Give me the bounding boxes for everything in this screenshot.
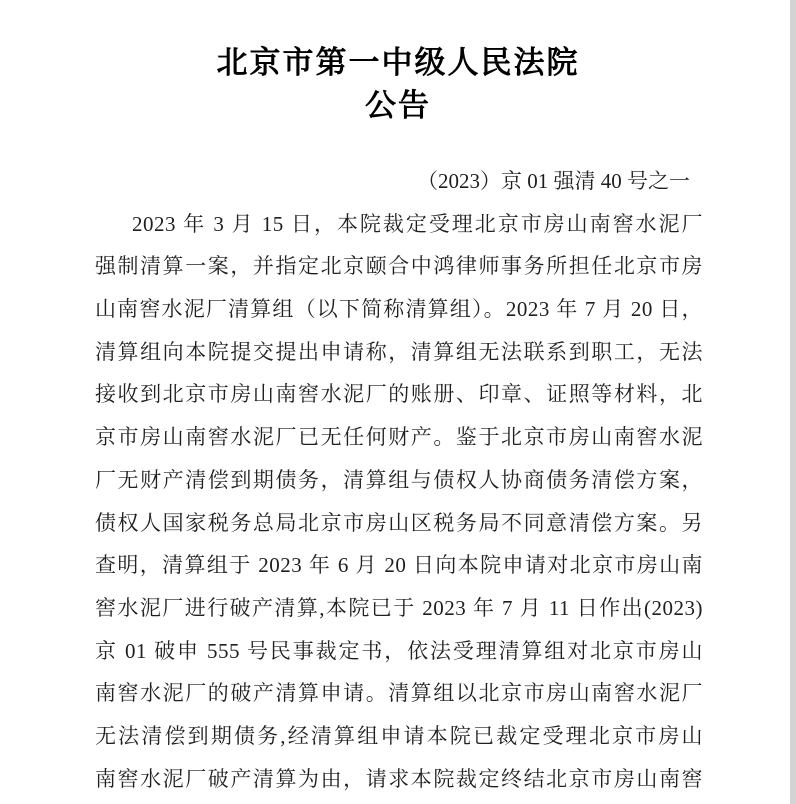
body-line: 厂无财产清偿到期债务，清算组与债权人协商债务清偿方案， (95, 467, 703, 492)
body-line: 查明，清算组于 2023 年 6 月 20 日向本院申请对北京市房山南 (95, 553, 703, 578)
body-line: 2023 年 3 月 15 日，本院裁定受理北京市房山南窖水泥厂 (132, 211, 703, 236)
body-line: 窖水泥厂进行破产清算,本院已于 2023 年 7 月 11 日作出(2023) (95, 595, 703, 620)
body-line: 债权人国家税务总局北京市房山区税务局不同意清偿方案。另 (95, 510, 703, 535)
body-line: 京 01 破申 555 号民事裁定书，依法受理清算组对北京市房山 (95, 638, 703, 663)
court-name-title: 北京市第一中级人民法院 (216, 45, 580, 80)
body-line: 南窖水泥厂的破产清算申请。清算组以北京市房山南窖水泥厂 (95, 681, 703, 706)
body-line: 接收到北京市房山南窖水泥厂的账册、印章、证照等材料，北 (95, 382, 703, 407)
page-edge-right (790, 0, 796, 804)
case-number: （2023）京 01 强清 40 号之一 (417, 169, 690, 193)
text-column (95, 160, 703, 800)
announcement-body (95, 203, 703, 801)
body-line: 南窖水泥厂破产清算为由，请求本院裁定终结北京市房山南窖 (95, 766, 703, 791)
body-line: 强制清算一案，并指定北京颐合中鸿律师事务所担任北京市房 (95, 254, 703, 279)
body-line: 清算组向本院提交提出申请称，清算组无法联系到职工，无法 (95, 339, 703, 364)
body-line: 山南窖水泥厂清算组（以下简称清算组）。2023 年 7 月 20 日， (95, 297, 703, 322)
body-line: 京市房山南窖水泥厂已无任何财产。鉴于北京市房山南窖水泥 (95, 425, 703, 450)
body-line: 无法清偿到期债务,经清算组申请本院已裁定受理北京市房山 (95, 723, 703, 748)
announcement-title: 公告 (365, 88, 431, 123)
